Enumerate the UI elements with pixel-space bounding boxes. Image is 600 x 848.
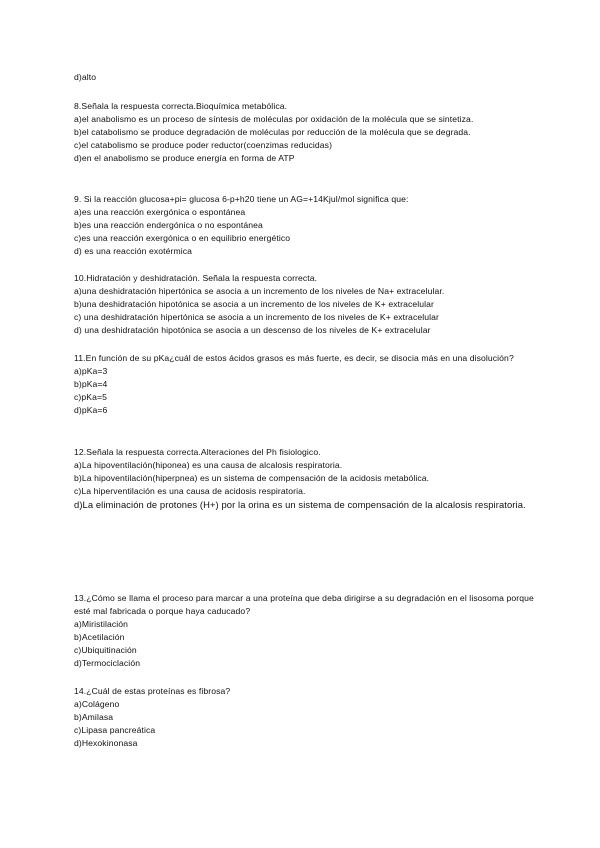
option-c: c)Ubiquitinación xyxy=(74,645,137,655)
question-7-tail xyxy=(74,71,534,84)
option-a: a)Colágeno xyxy=(74,699,120,709)
option-text: d)alto xyxy=(74,72,97,82)
option-c: c) una deshidratación hipertónica se asocia a un incremento de los niveles de K+ extracelular xyxy=(74,312,439,322)
option-d: d)pKa=6 xyxy=(74,405,108,415)
option-b: b)es una reacción endergónica o no espontánea xyxy=(74,220,263,230)
option-d: d)Termociclación xyxy=(74,658,141,668)
question-9 xyxy=(74,193,534,258)
question-text: 8.Señala la respuesta correcta.Bioquímica metabólica. xyxy=(74,101,288,111)
option-b: b)pKa=4 xyxy=(74,379,108,389)
question-text: 12.Señala la respuesta correcta.Alteraciones del Ph fisiologico. xyxy=(74,447,321,457)
option-c: c)es una reacción exergónica o en equilibrio energético xyxy=(74,233,291,243)
option-b: b)el catabolismo se produce degradación de moléculas por reducción de la molécula que se degrada. xyxy=(74,127,471,137)
option-b: b)Amilasa xyxy=(74,712,114,722)
question-8 xyxy=(74,100,534,165)
question-text: 9. Si la reacción glucosa+pi= glucosa 6-p+h20 tiene un AG=+14Kjul/mol significa que: xyxy=(74,194,409,204)
option-a: a)pKa=3 xyxy=(74,366,108,376)
option-d: d)Hexokinonasa xyxy=(74,738,138,748)
option-a: a)Miristilación xyxy=(74,619,129,629)
option-b: b)La hipoventilación(hiperpnea) es un sistema de compensación de la acidosis metabólica. xyxy=(74,473,430,483)
option-a: a)una deshidratación hipertónica se asocia a un incremento de los niveles de Na+ extracelular. xyxy=(74,286,445,296)
option-c: c)el catabolismo se produce poder reductor(coenzimas reducidas) xyxy=(74,140,333,150)
question-11 xyxy=(74,352,534,417)
question-10 xyxy=(74,272,534,337)
option-c: c)pKa=5 xyxy=(74,392,107,402)
option-a: a)es una reacción exergónica o espontánea xyxy=(74,207,246,217)
question-text: 14.¿Cuál de estas proteínas es fibrosa? xyxy=(74,686,231,696)
question-text: 10.Hidratación y deshidratación. Señala la respuesta correcta. xyxy=(74,273,318,283)
question-14 xyxy=(74,685,534,750)
option-a: a)el anabolismo es un proceso de síntesis de moléculas por oxidación de la molécula que se sintetiza. xyxy=(74,114,474,124)
option-d: d)La eliminación de protones (H+) por la orina es un sistema de compensación de la alcalosis respiratoria. xyxy=(74,499,526,510)
option-d: d) una deshidratación hipotónica se asocia a un descenso de los niveles de K+ extracelular xyxy=(74,325,431,335)
option-c: c)La hiperventilación es una causa de acidosis respiratoria. xyxy=(74,486,306,496)
question-12 xyxy=(74,446,534,511)
question-text: 11.En función de su pKa¿cuál de estos ácidos grasos es más fuerte, es decir, se disocia más en una disolución? xyxy=(74,353,514,363)
option-a: a)La hipoventilación(hiponea) es una causa de alcalosis respiratoria. xyxy=(74,460,343,470)
option-c: c)Lipasa pancreática xyxy=(74,725,156,735)
option-d: d) es una reacción exotérmica xyxy=(74,246,193,256)
question-13 xyxy=(74,592,534,670)
option-b: b)Acetilación xyxy=(74,632,125,642)
question-text: 13.¿Cómo se llama el proceso para marcar a una proteína que deba dirigirse a su degradación en el lisosoma porque esté mal fabricada o porque haya caducado? xyxy=(74,593,534,616)
option-d: d)en el anabolismo se produce energía en forma de ATP xyxy=(74,153,295,163)
option-b: b)una deshidratación hipotónica se asocia a un incremento de los niveles de K+ extracelular xyxy=(74,299,434,309)
